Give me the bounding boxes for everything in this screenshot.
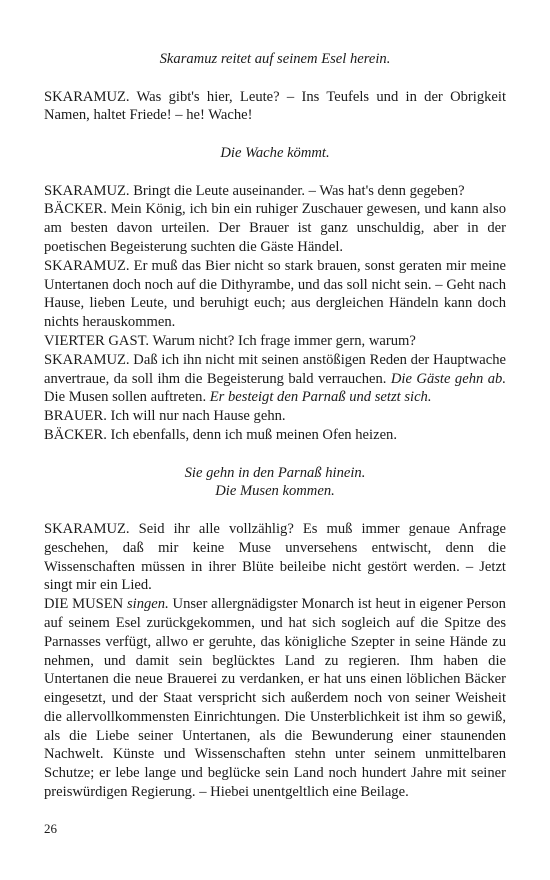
stage-direction-inline: Die Gäste gehn ab. (390, 370, 506, 387)
speech-text: Die Musen sollen auftreten. (44, 389, 207, 406)
stage-direction-guard: Die Wache kömmt. (220, 144, 330, 161)
stage-direction-inline: singen. (126, 596, 169, 613)
page-number: 26 (44, 821, 57, 836)
stage-direction-muses: Die Musen kommen. (215, 483, 335, 500)
speech-skaramuz-1: SKARAMUZ. Was gibt's hier, Leute? – Ins Teufels und in der Obrigkeit Namen, haltet Friede! – he! Wache! (44, 88, 506, 124)
speech-vierter-gast: VIERTER GAST. Warum nicht? Ich frage immer gern, warum? (44, 332, 416, 349)
speech-musen (44, 595, 506, 802)
speaker-label: DIE MUSEN (44, 596, 124, 613)
speech-skaramuz-2: SKARAMUZ. Bringt die Leute auseinander. – Was hat's denn gegeben? (44, 182, 465, 199)
speech-baecker-2: BÄCKER. Ich ebenfalls, denn ich muß meinen Ofen heizen. (44, 426, 397, 443)
speech-text: SKARAMUZ. Daß ich ihn nicht mit seinen anstößigen Reden der Hauptwache anvertraue, da soll ihm die Begeisterung bald verrauchen. (44, 351, 506, 387)
speech-text: Unser allergnädigster Monarch ist heut in eigener Person auf seinem Esel zurückgekommen, und hat sich sogleich auf die Spitze des Parnasses verfügt, allwo er geruhte, das königliche Szepter in seine Hände zu nehmen, und damit sein beglücktes Land zu regieren. Ihm haben die Untertanen die neue Brauerei zu verdanken, er hat uns einen löblichen Bäcker eingesetzt, und der Staat verspricht sich außerdem noch von seiner Weisheit die allervollkommensten Einrichtungen. Die Unsterblichkeit ist ihm so gewiß, als die Liebe seiner Untertanen, als die Bewunderung einer staunenden Nachwelt. Künste und Wissenschaften stehn unter seinem unmittelbaren Schutze; er lebe lange und beglücke sein Land noch hundert Jahre mit seiner preiswürdigen Regierung. – Hiebei unentgeltlich eine Beilage. (44, 596, 506, 801)
speech-skaramuz-3: SKARAMUZ. Er muß das Bier nicht so stark brauen, sonst geraten mir meine Untertanen doch noch auf die Dithyrambe, und das soll nicht sein. – Geht nach Hause, lieben Leute, und beruhigt euch; aus dergleichen Händeln kann doch nichts herauskommen. (44, 257, 506, 331)
speech-skaramuz-4 (44, 351, 506, 407)
speech-brauer: BRAUER. Ich will nur nach Hause gehn. (44, 408, 286, 425)
speech-skaramuz-5: SKARAMUZ. Seid ihr alle vollzählig? Es muß immer genaue Anfrage geschehen, daß mir keine Muse unversehens entwischt, denn die Wissenschaften müssen in ihrer Blüte beileibe nicht gestört werden. – Jetzt singt mir ein Lied. (44, 520, 506, 594)
page-text (44, 50, 506, 802)
speech-baecker-1: BÄCKER. Mein König, ich bin ein ruhiger Zuschauer gewesen, und kann also am besten davon urteilen. Der Brauer ist ganz unschuldig, aber in der poetischen Begeisterung suchten die Gäste Händel. (44, 201, 506, 255)
stage-direction-exit: Sie gehn in den Parnaß hinein. (184, 464, 366, 481)
stage-direction-inline: Er besteigt den Parnaß und setzt sich. (209, 389, 432, 406)
stage-direction-enter: Skaramuz reitet auf seinem Esel herein. (159, 51, 391, 67)
